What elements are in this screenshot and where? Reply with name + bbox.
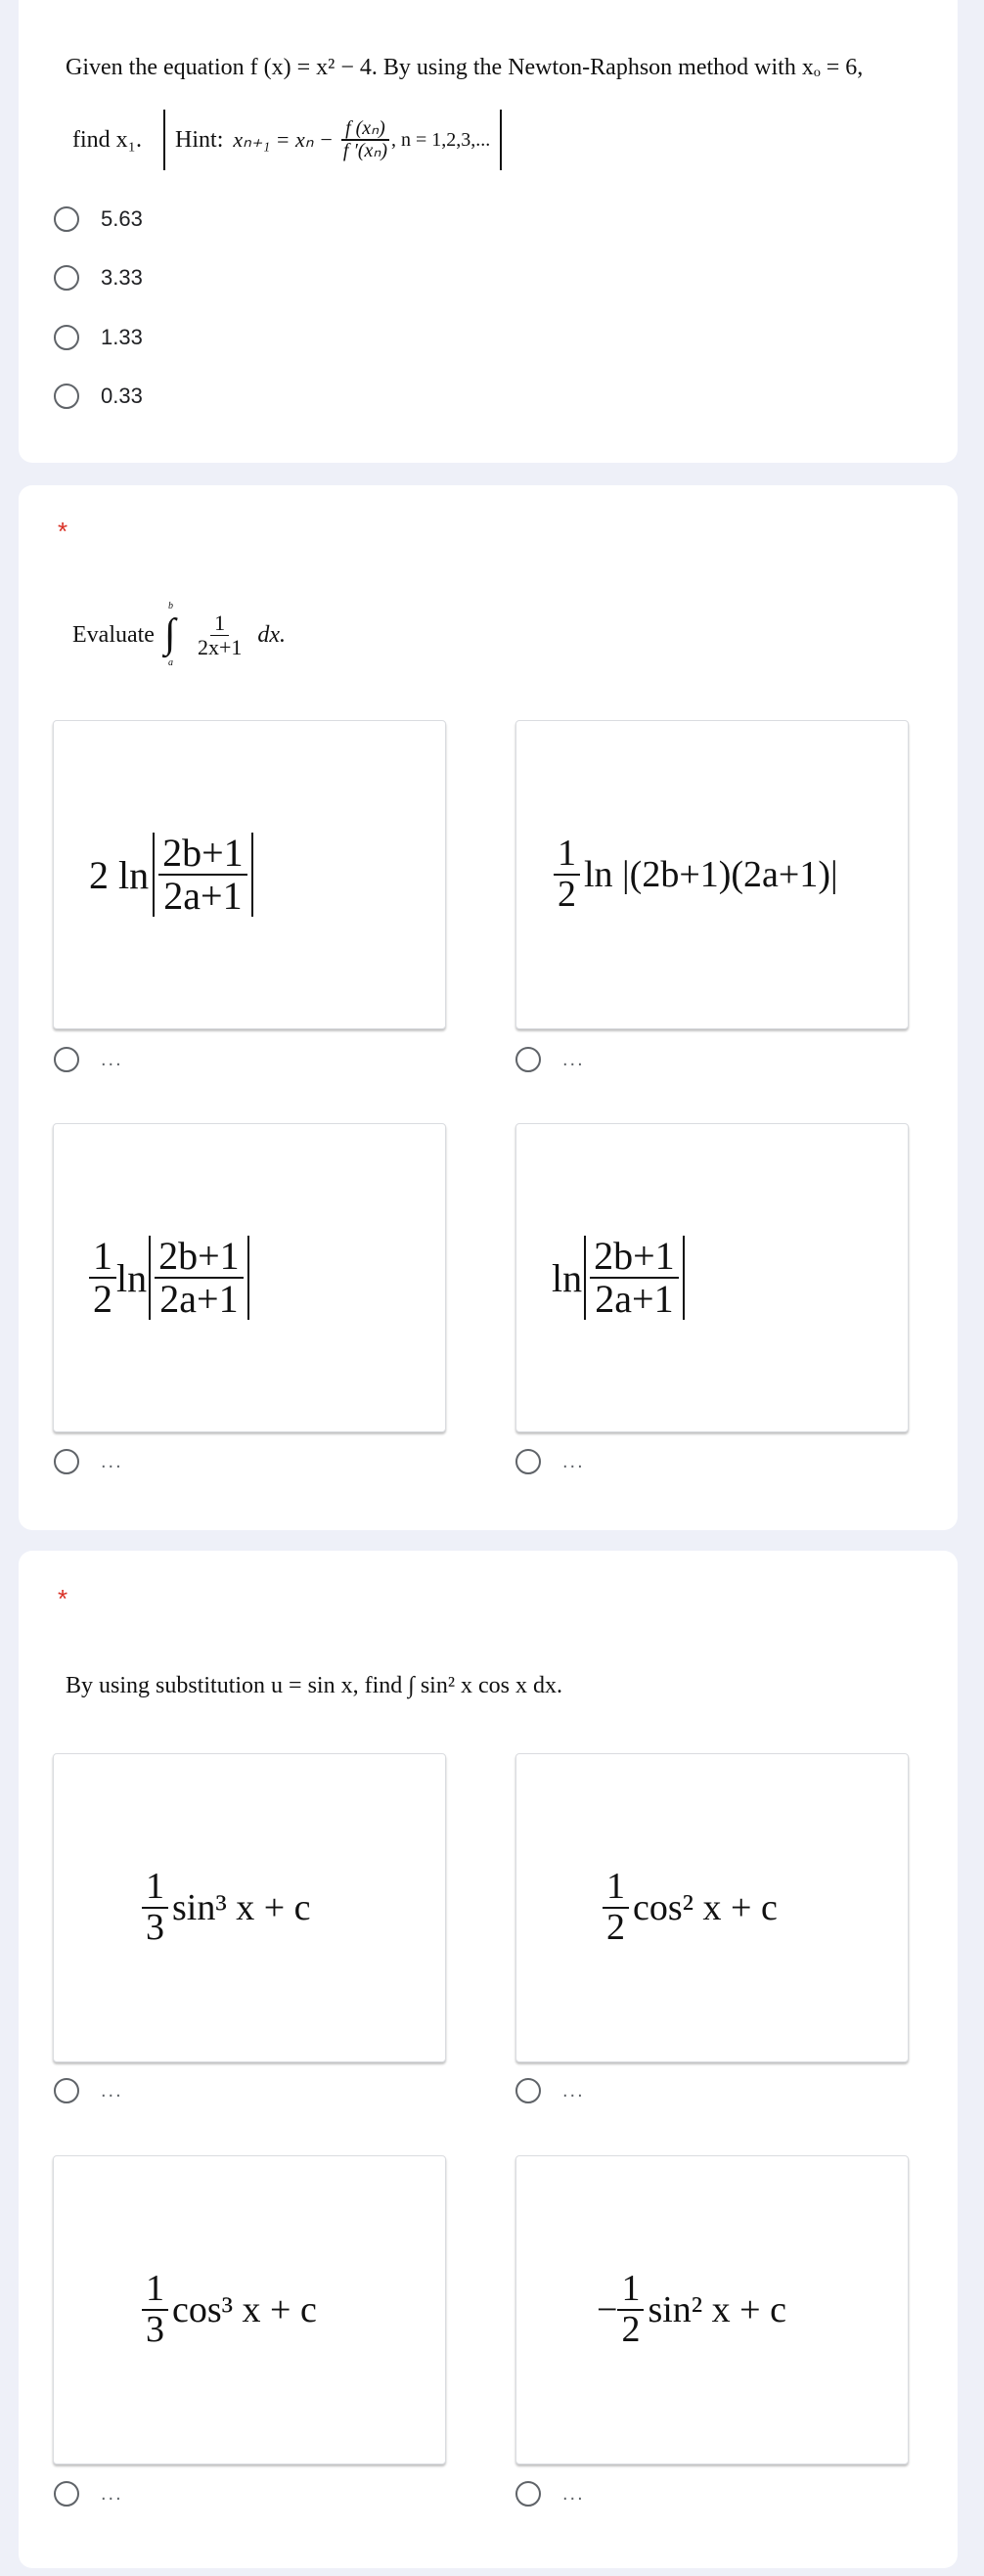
option-3-33[interactable] (54, 265, 143, 291)
option-image-b (515, 1753, 909, 2062)
option-label-dots: ... (562, 1048, 585, 1070)
radio-button[interactable] (54, 206, 79, 232)
option-b[interactable] (515, 1047, 585, 1072)
option-b-coef-num: 1 (603, 1868, 629, 1909)
option-d-num: 2b+1 (590, 1236, 679, 1279)
option-c-coef-den: 3 (146, 2309, 164, 2350)
integrand-numerator: 1 (210, 611, 229, 635)
option-a-num: 2b+1 (158, 833, 247, 876)
integral-upper-limit: b (167, 601, 173, 611)
option-d-coef-num: 1 (617, 2270, 644, 2311)
radio-button[interactable] (54, 2481, 79, 2507)
integral-lower-limit: a (167, 657, 173, 668)
radio-button[interactable] (54, 325, 79, 350)
option-a-den: 2a+1 (163, 874, 243, 918)
hint-bracket (163, 110, 502, 170)
option-label-dots: ... (101, 1048, 123, 1070)
integrand-fraction (194, 611, 246, 657)
option-image-b (515, 720, 909, 1029)
option-b-coef-den: 2 (606, 1907, 625, 1948)
option-a-body: sin³ x + c (172, 1887, 311, 1928)
question-text-substitution: By using substitution u = sin x, find ∫ sin² x cos x dx. (66, 1673, 563, 1698)
required-asterisk: * (58, 517, 68, 546)
option-image-c (53, 2155, 446, 2464)
option-label-dots: ... (562, 2079, 585, 2101)
option-d[interactable] (515, 2481, 585, 2507)
integral-sign: b ∫ a (163, 601, 176, 668)
option-b-body: ln |(2b+1)(2a+1)| (584, 854, 838, 895)
option-c-body: cos³ x + c (172, 2289, 317, 2330)
option-b-coef-num: 1 (554, 835, 580, 876)
option-c-coef-num: 1 (89, 1236, 116, 1279)
option-d-ln: ln (552, 1255, 583, 1300)
option-c-coef-num: 1 (142, 2270, 168, 2311)
evaluate-text: Evaluate (72, 621, 155, 648)
option-label: 0.33 (101, 384, 143, 408)
radio-button[interactable] (515, 1449, 541, 1474)
option-c-coef-den: 2 (93, 1277, 112, 1321)
option-a[interactable] (54, 2078, 123, 2103)
option-label-dots: ... (101, 1450, 123, 1472)
option-c[interactable] (54, 1449, 123, 1474)
hint-label: Hint: (175, 126, 224, 153)
option-c-fraction (155, 1236, 244, 1320)
option-image-a (53, 720, 446, 1029)
option-a-coef-den: 3 (146, 1907, 164, 1948)
dx-text: dx. (257, 621, 287, 648)
question-hint-row (72, 110, 502, 170)
option-c-coef (142, 2270, 168, 2350)
option-b-body: cos² x + c (633, 1887, 778, 1928)
radio-button[interactable] (515, 1047, 541, 1072)
option-d-den: 2a+1 (595, 1277, 674, 1321)
radio-button[interactable] (54, 265, 79, 291)
radio-button[interactable] (54, 2078, 79, 2103)
option-d[interactable] (515, 1449, 585, 1474)
option-b-coef-den: 2 (558, 874, 576, 915)
option-d-body: sin² x + c (648, 2289, 786, 2330)
option-image-d (515, 1123, 909, 1432)
question-card-integral (19, 485, 958, 1530)
option-label-dots: ... (562, 1450, 585, 1472)
option-label: 1.33 (101, 325, 143, 349)
option-label-dots: ... (562, 2482, 585, 2505)
option-image-a (53, 1753, 446, 2062)
option-image-c (53, 1123, 446, 1432)
option-d-sign: − (597, 2289, 618, 2330)
option-d-coef (617, 2270, 644, 2350)
option-c-num: 2b+1 (155, 1236, 244, 1279)
question-find-text: find x₁. (72, 126, 143, 153)
question-card-newton-raphson (19, 0, 958, 463)
option-c-coef (89, 1236, 116, 1320)
option-d-abs (584, 1236, 685, 1320)
option-1-33[interactable] (54, 325, 143, 350)
hint-lhs: xₙ₊₁ = xₙ − (233, 127, 334, 152)
radio-button[interactable] (54, 1449, 79, 1474)
option-a-coef-num: 1 (142, 1868, 168, 1909)
required-asterisk: * (58, 1584, 68, 1613)
hint-fraction (339, 118, 391, 161)
option-c-den: 2a+1 (159, 1277, 239, 1321)
option-label-dots: ... (101, 2079, 123, 2101)
radio-button[interactable] (54, 1047, 79, 1072)
option-a-coef: 2 ln (89, 852, 150, 897)
option-image-d (515, 2155, 909, 2464)
option-d-coef-den: 2 (621, 2309, 641, 2350)
option-c-abs (149, 1236, 249, 1320)
radio-button[interactable] (54, 384, 79, 409)
integrand-denominator: 2x+1 (197, 634, 243, 659)
option-5-63[interactable] (54, 206, 143, 232)
question-card-substitution (19, 1551, 958, 2568)
option-c-ln: ln (116, 1255, 148, 1300)
option-d-fraction (590, 1236, 679, 1320)
hint-fraction-denominator: f ′(xₙ) (342, 140, 387, 161)
option-label: 5.63 (101, 206, 143, 231)
question-text-integral (72, 601, 286, 669)
option-b-coef (603, 1868, 629, 1948)
option-0-33[interactable] (54, 384, 143, 409)
option-label-dots: ... (101, 2482, 123, 2505)
option-a-abs (153, 833, 253, 917)
hint-fraction-numerator: f (xₙ) (341, 118, 389, 141)
option-b[interactable] (515, 2078, 585, 2103)
radio-button[interactable] (515, 2078, 541, 2103)
option-c[interactable] (54, 2481, 123, 2507)
radio-button[interactable] (515, 2481, 541, 2507)
option-a[interactable] (54, 1047, 123, 1072)
question-text-line1: Given the equation f (x) = x² − 4. By using the Newton-Raphson method with xₒ = 6, (66, 55, 864, 80)
option-a-coef (142, 1868, 168, 1948)
option-label: 3.33 (101, 265, 143, 290)
option-a-fraction (158, 833, 247, 917)
option-b-coef (554, 835, 580, 915)
hint-tail: , n = 1,2,3,... (391, 128, 491, 151)
